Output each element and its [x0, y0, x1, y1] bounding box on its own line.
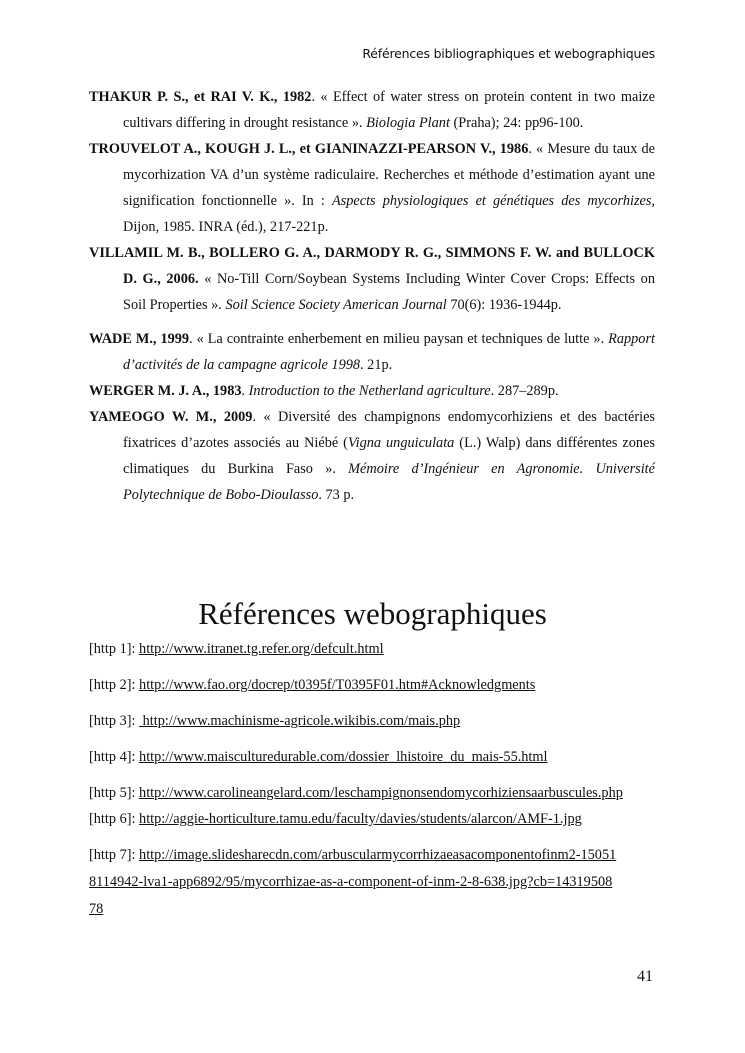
reference-text: . « Diversité des champignons endomycorhiziens et des bactéries fixatrices d’azotes associés au Niébé (: [123, 409, 655, 451]
reference-authors: VILLAMIL M. B., BOLLERO G. A., DARMODY R. G., SIMMONS F. W. and BULLOCK D. G., 2006.: [89, 245, 655, 287]
bibliography-list: [89, 84, 655, 508]
reference-text: Dijon, 1985. INRA (éd.), 217-221p.: [123, 219, 329, 235]
reference-species: Vigna unguiculata: [347, 435, 455, 451]
web-reference: [89, 842, 619, 923]
web-reference-label: [http 3]:: [89, 713, 140, 729]
reference-entry: [89, 136, 655, 240]
reference-text: (L.) Walp) dans différentes zones climatiques du Burkina Faso ».: [123, 435, 655, 477]
web-reference-label: [http 4]:: [89, 749, 140, 765]
reference-text: . « Mesure du taux de mycorhization VA d’un système radiculaire. Recherches et méthode d’estimation ayant une signification fonctionnelle ». In :: [123, 141, 655, 209]
reference-authors: WERGER M. J. A., 1983: [89, 383, 242, 399]
reference-title: Introduction to the Netherland agriculture: [248, 383, 491, 399]
reference-text: 70(6): 1936-1944p.: [446, 297, 562, 313]
web-reference: [89, 636, 669, 662]
web-reference-link[interactable]: http://www.maisculturedurable.com/dossier_lhistoire_du_mais-55.html: [139, 749, 548, 765]
reference-text: . 73 p.: [318, 487, 355, 503]
reference-text: . 287–289p.: [490, 383, 559, 399]
reference-entry: [89, 404, 655, 508]
web-reference-link[interactable]: http://www.carolineangelard.com/leschampignonsendomycorhiziensaarbuscules.php: [139, 785, 623, 801]
webography-list: [89, 636, 669, 923]
web-reference: [89, 806, 669, 832]
reference-text: (Praha); 24: pp96-100.: [449, 115, 584, 131]
reference-journal: Aspects physiologiques et génétiques des mycorhizes,: [331, 193, 655, 209]
web-reference-label: [http 7]:: [89, 847, 140, 863]
reference-entry: [89, 378, 655, 404]
reference-authors: TROUVELOT A., KOUGH J. L., et GIANINAZZI-PEARSON V., 1986: [89, 141, 529, 157]
webography-heading: Références webographiques: [198, 596, 547, 631]
reference-text: « No-Till Corn/Soybean Systems Including Winter Cover Crops: Effects on Soil Properties ».: [123, 271, 655, 313]
reference-journal: Biologia Plant: [366, 115, 450, 131]
reference-journal: Rapport d’activités de la campagne agricole 1998: [123, 331, 655, 373]
reference-text: .: [241, 383, 249, 399]
web-reference-label: [http 5]:: [89, 785, 140, 801]
web-reference: [89, 708, 669, 734]
web-reference-link[interactable]: http://aggie-horticulture.tamu.edu/faculty/davies/students/alarcon/AMF-1.jpg: [139, 811, 582, 827]
reference-journal: Soil Science Society American Journal: [225, 297, 447, 313]
reference-authors: THAKUR P. S., et RAI V. K., 1982: [89, 89, 312, 105]
reference-text: . « Effect of water stress on protein content in two maize cultivars differing in drought resistance ».: [123, 89, 655, 131]
reference-entry: [89, 326, 655, 378]
web-reference-label: [http 2]:: [89, 677, 140, 693]
reference-entry: [89, 240, 655, 318]
web-reference-label: [http 6]:: [89, 811, 140, 827]
web-reference-label: [http 1]:: [89, 641, 140, 657]
web-reference-link[interactable]: http://www.machinisme-agricole.wikibis.com/mais.php: [139, 713, 461, 729]
reference-authors: WADE M., 1999: [89, 331, 190, 347]
web-reference: [89, 744, 669, 770]
reference-institution: Mémoire d’Ingénieur en Agronomie. Université Polytechnique de Bobo-Dioulasso: [123, 461, 655, 503]
web-reference: [89, 780, 669, 806]
reference-text: . « La contrainte enherbement en milieu paysan et techniques de lutte ».: [189, 331, 609, 347]
web-reference-link[interactable]: http://www.itranet.tg.refer.org/defcult.html: [139, 641, 384, 657]
running-header: Références bibliographiques et webographiques: [362, 46, 655, 61]
page-number: 41: [637, 968, 653, 985]
web-reference-link[interactable]: http://image.slidesharecdn.com/arbuscularmycorrhizaeasacomponentofinm2-150518114942-lva1-app6892/95/mycorrhizae-as-a-component-of-inm-2-8-638.jpg?cb=1431950878: [89, 847, 617, 917]
reference-text: . 21p.: [360, 357, 393, 373]
reference-authors: YAMEOGO W. M., 2009: [89, 409, 253, 425]
web-reference-link[interactable]: http://www.fao.org/docrep/t0395f/T0395F01.htm#Acknowledgments: [139, 677, 536, 693]
reference-entry: [89, 84, 655, 136]
web-reference: [89, 672, 669, 698]
